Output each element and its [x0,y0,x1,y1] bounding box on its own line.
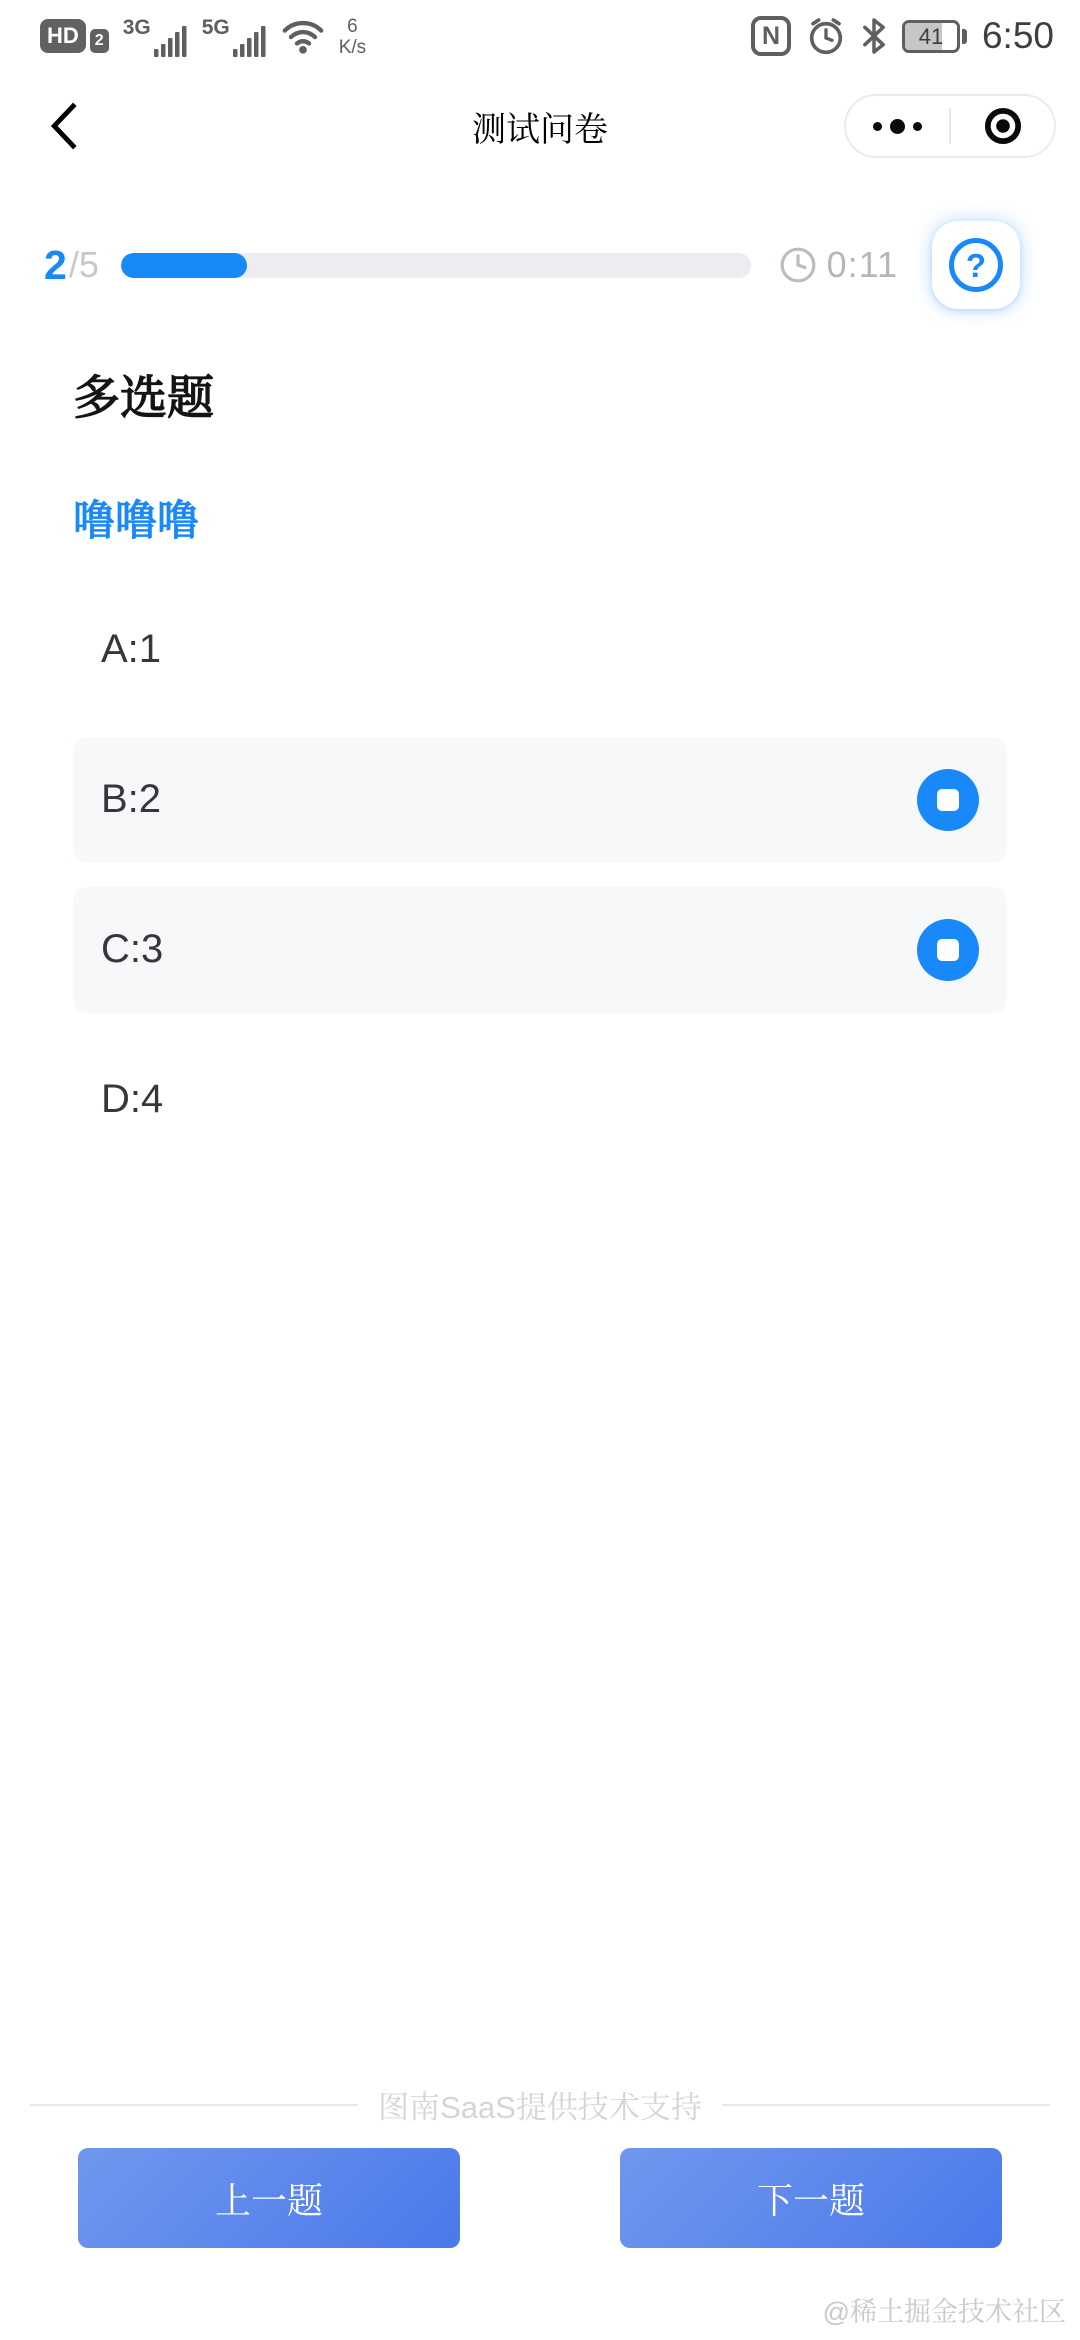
hd-sim-badge: 2 [90,29,109,53]
question-type-heading: 多选题 [73,371,214,424]
option-label: A:1 [101,627,162,672]
battery-nub [962,29,967,44]
more-dot-icon [890,119,905,134]
exit-target-icon [980,103,1026,149]
nfc-icon: N [751,16,791,56]
status-bar-left [40,13,380,59]
clock-time: 6:50 [981,15,1054,56]
alarm-icon [806,16,846,56]
hd-volte-icon [40,19,109,53]
option-label: C:3 [101,927,164,972]
prev-question-button[interactable]: 上一题 [78,2148,460,2248]
timer-value: 0:11 [826,244,898,285]
more-dot-icon [913,122,922,131]
checkbox-checked-icon [917,769,979,831]
signal-bars-icon [233,25,267,57]
speed-unit: K/s [338,37,367,58]
option-row[interactable] [73,1037,1007,1163]
help-button[interactable] [932,221,1020,309]
exit-button[interactable] [951,96,1054,156]
total-questions: /5 [68,244,99,285]
checkbox-inner-square [937,939,959,961]
signal-5g-icon [202,15,267,57]
back-button[interactable] [48,96,108,156]
wifi-icon [281,16,325,56]
question-title: 噜噜噜 [73,497,200,545]
page-title: 测试问卷 [472,110,608,149]
divider-line [30,2104,358,2106]
question-mark-icon: ? [949,238,1003,292]
signal-bars-icon [154,25,188,57]
network-speed [339,17,366,59]
battery-icon [902,20,967,53]
signal-3g-icon [123,15,188,57]
option-row[interactable] [73,587,1007,713]
miniprogram-capsule [844,94,1056,158]
timer-clock-icon [779,246,817,284]
bluetooth-icon [861,16,887,56]
battery-level: 41 [918,23,944,49]
option-label: D:4 [101,1077,164,1122]
checkbox-inner-square [937,789,959,811]
option-row[interactable] [73,887,1007,1013]
powered-by [0,2082,1080,2127]
speed-value: 6 [347,16,358,38]
powered-by-text: 图南SaaS提供技术支持 [378,2090,702,2125]
more-dot-icon [873,122,882,131]
progress-fill [121,253,247,278]
status-bar [0,0,1080,62]
option-label: B:2 [101,777,162,822]
back-chevron-icon [48,100,80,152]
progress-section [0,220,1080,310]
options-list [73,587,1007,1163]
more-button[interactable] [846,96,949,156]
option-row[interactable] [73,737,1007,863]
nav-bar [0,62,1080,190]
status-bar-right [736,15,1054,57]
watermark: @稀土掘金技术社区 [822,2297,1066,2327]
divider-line [722,2104,1050,2106]
network-type-label: 5G [201,16,230,39]
progress-bar [121,253,751,278]
next-question-button[interactable]: 下一题 [620,2148,1002,2248]
actions-bar [0,2148,1080,2248]
network-type-label: 3G [122,16,151,39]
hd-badge: HD [40,19,86,53]
checkbox-checked-icon [917,919,979,981]
current-question-number: 2 [44,241,67,288]
battery-body [902,20,960,53]
